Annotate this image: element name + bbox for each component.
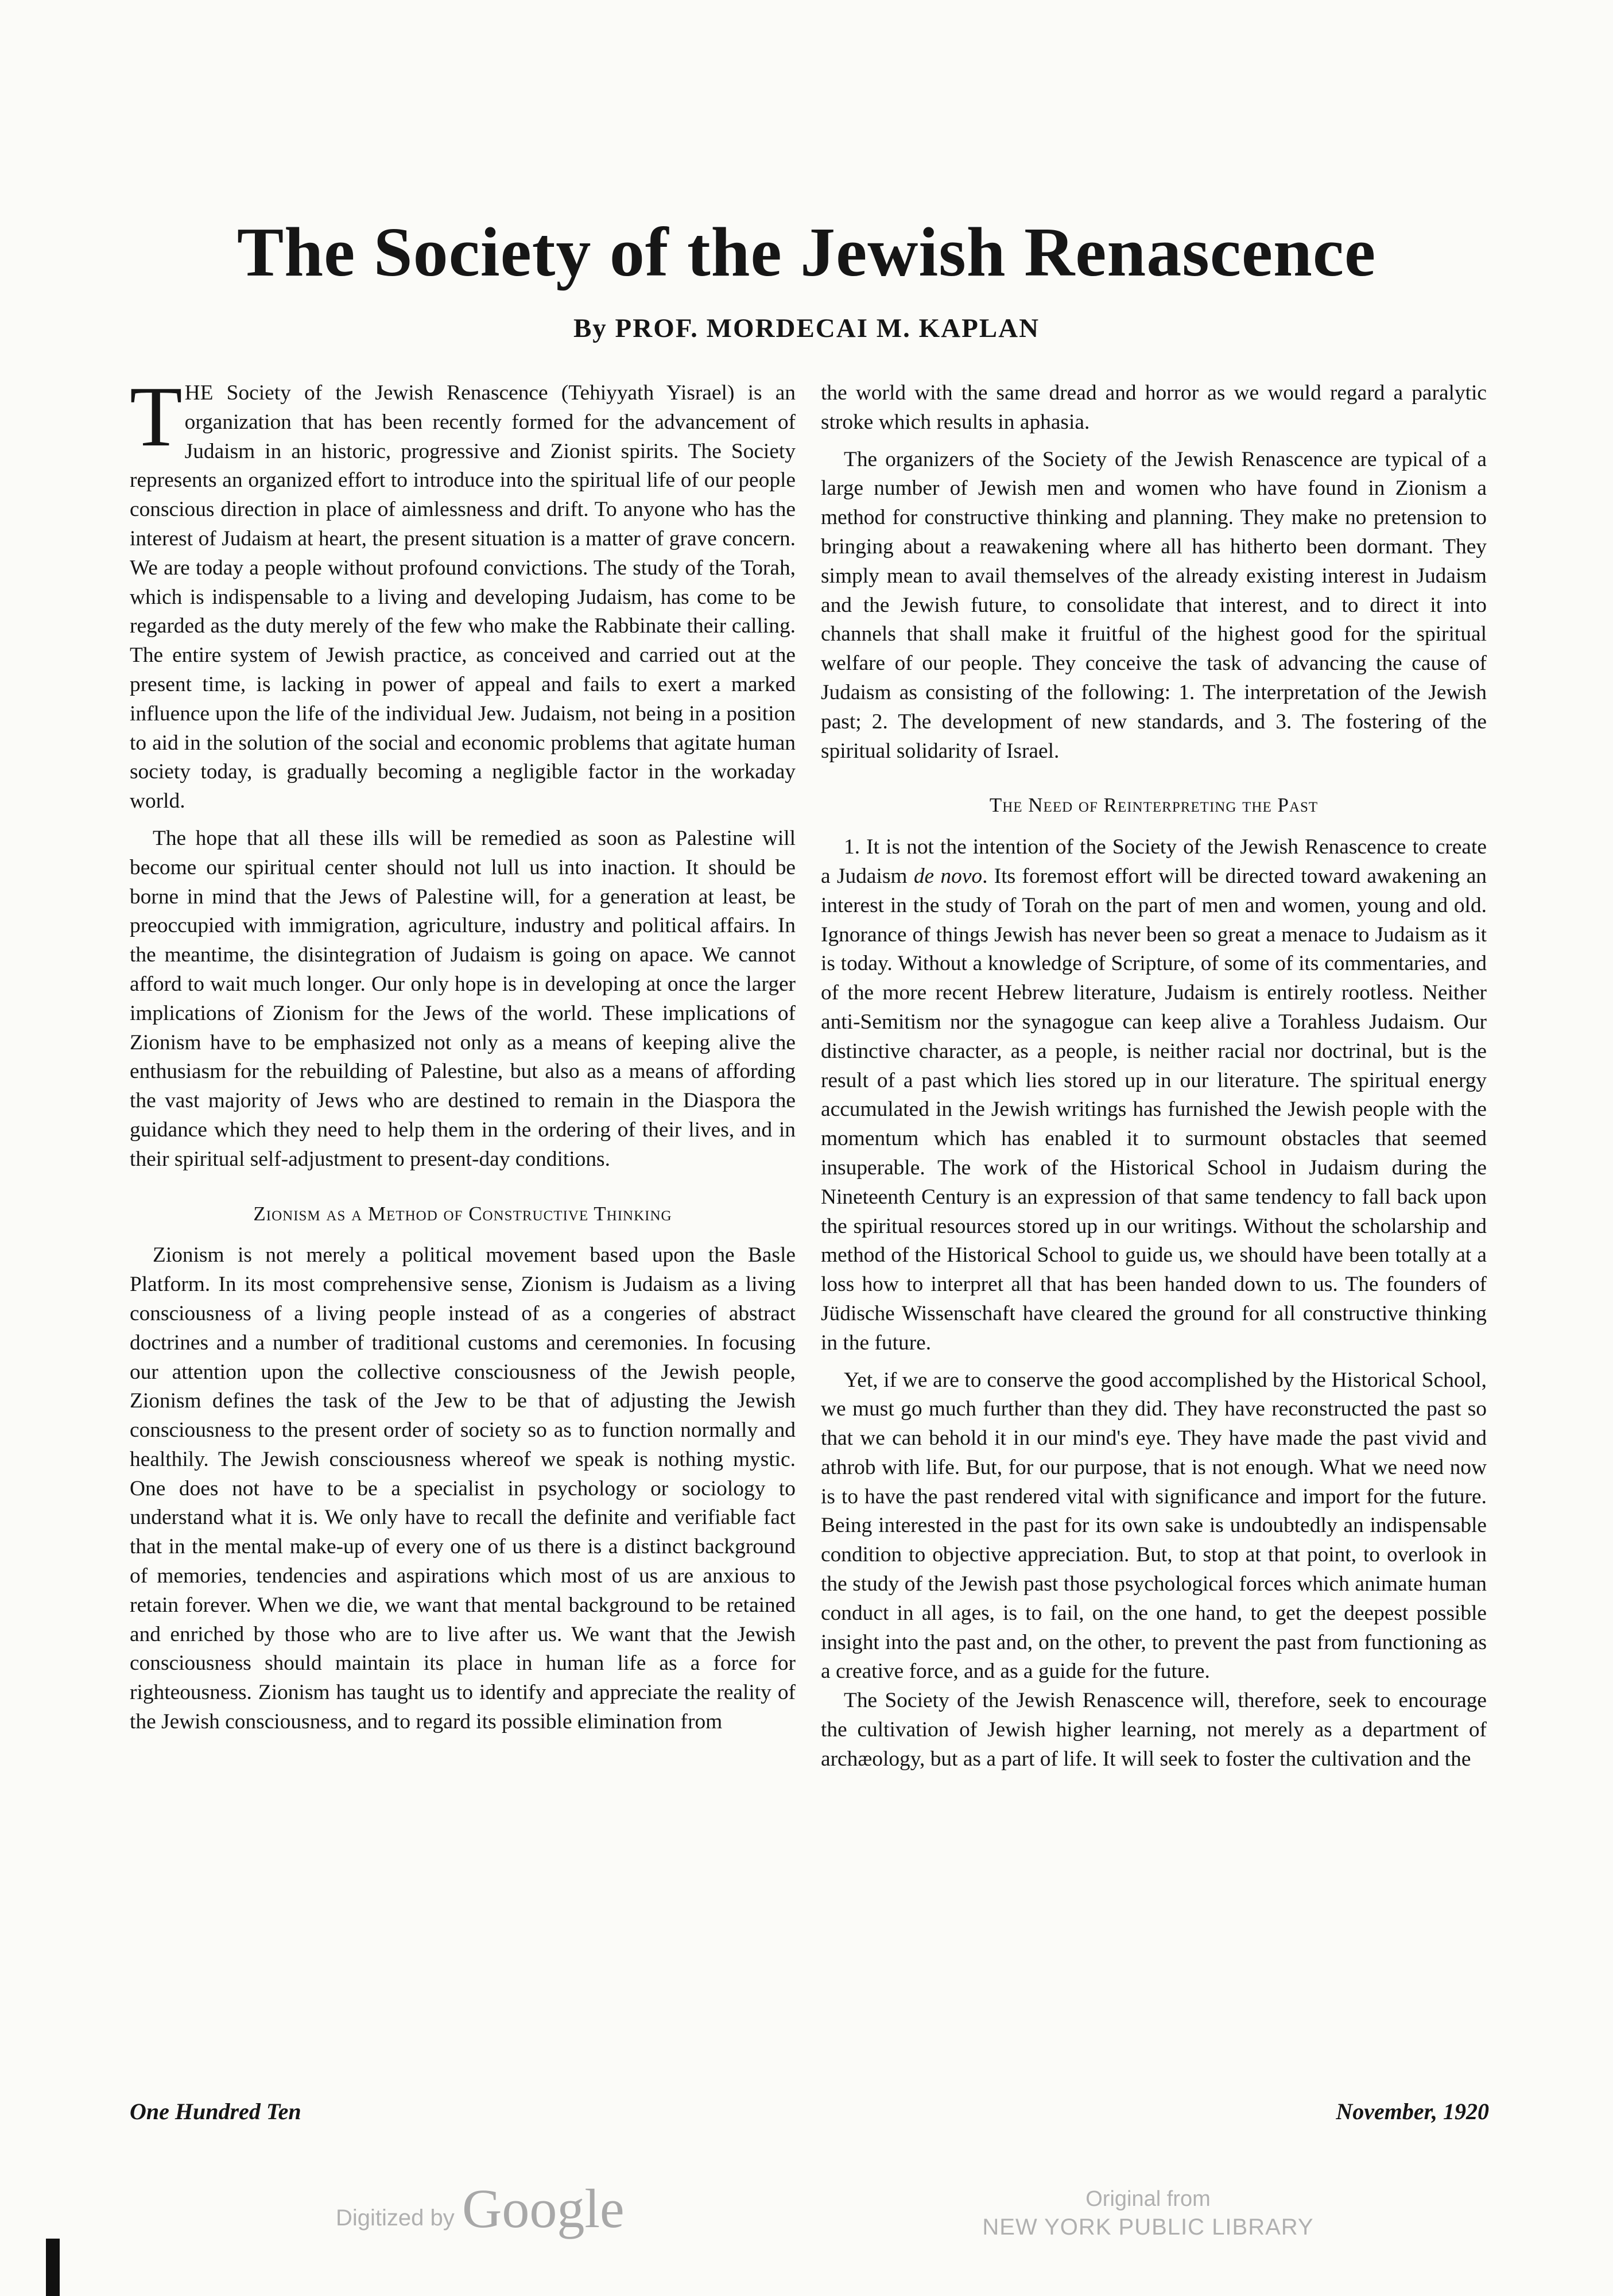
article-byline: By PROF. MORDECAI M. KAPLAN: [573, 313, 1040, 343]
digitized-by-text: Digitized by: [336, 2205, 455, 2231]
scan-edge-mark: [46, 2239, 60, 2296]
paragraph-intention-b: . Its foremost effort will be directed toward awakening an interest in the study of Torah on the part of men and women, young and old. Ignorance of things Jewish has never been so great a menace to Judaism as it is today. Without a knowledge of Scripture, of some of its commentaries, and of the more recent Hebrew literature, Judaism is entirely rootless. Neither anti-Semitism nor the synagogue can keep alive a Torahless Judaism. Our distinctive character, as a people, is neither racial nor doctrinal, but is the result of a past which lies stored up in our literature. The spiritual energy accumulated in the Jewish writings has furnished the Jewish people with the momentum which has enabled it to surmount obstacles that seemed insuperable. The work of the Historical School in Judaism during the Nineteenth Century is an expression of that same tendency to fall back upon the spiritual resources stored up in our writings. Without the scholarship and method of the Historical School to guide us, we should have been totally at a loss how to interpret all that has been handed down to us. The founders of Jüdische Wissenschaft have cleared the ground for all constructive thinking in the future.: [821, 864, 1487, 1355]
google-logo: Google: [462, 2178, 625, 2239]
article-title: The Society of the Jewish Renascence: [236, 214, 1377, 291]
paragraph-intro-text: HE Society of the Jewish Renascence (Tehiyyath Yisrael) is an organization that has been recently formed for the advancement of Judaism in an historic, progressive and Zionist spirits. The Society represents an organized effort to introduce into the spiritual life of our people conscious direction in place of aimlessness and drift. To anyone who has the interest of Judaism at heart, the present situation is a matter of grave concern. We are today a people without profound convictions. The study of the Torah, which is indispensable to a living and developing Judaism, has come to be regarded as the duty merely of the few who make the Rabbinate their calling. The entire system of Jewish practice, as conceived and carried out at the present time, is lacking in power of appeal and fails to exert a marked influence upon the life of the individual Jew. Judaism, not being in a position to aid in the solution of the social and economic problems that agitate human society today, is gradually becoming a negligible factor in the workaday world.: [130, 381, 796, 813]
section-heading-reinterpreting: The Need of Reinterpreting the Past: [989, 794, 1319, 817]
original-from-text: Original from: [1085, 2187, 1211, 2211]
paragraph-zionism: Zionism is not merely a political movement based upon the Basle Platform. In its most comprehensive sense, Zionism is Judaism as a living consciousness of a living people instead of as a congeries of abstract doctrines and a number of traditional customs and ceremonies. In focusing our attention upon the collective consciousness of the Jewish people, Zionism defines the task of the Jew to be that of adjusting the Jewish consciousness to the present order of society so as to function normally and healthily. The Jewish consciousness whereof we speak is nothing mystic. One does not have to be a specialist in psychology or sociology to understand what it is. We only have to recall the definite and verifiable fact that in the mental make-up of every one of us there is a distinct background of memories, tendencies and aspirations which most of us are anxious to retain forever. When we die, we want that mental background to be retained and enriched by those who are to live after us. We want that the Jewish consciousness should maintain its place in human life as a force for righteousness. Zionism has taught us to identify and appreciate the reality of the Jewish consciousness, and to regard its possible elimination from: [130, 1243, 796, 1734]
footer-date: November, 1920: [1336, 2099, 1489, 2124]
paragraph-continued: the world with the same dread and horror as we would regard a paralytic stroke which results in aphasia.: [821, 381, 1487, 434]
left-column: [130, 369, 796, 1737]
paragraph-intention-a: 1. It is not the intention of the Society of the Jewish Renascence to create a Judaism: [821, 835, 1487, 888]
paragraph-organizers: The organizers of the Society of the Jewish Renascence are typical of a large number of Jewish men and women who have found in Zionism a method for constructive thinking and planning. They make no pretension to bringing about a reawakening where all has hitherto been dormant. They simply mean to avail themselves of the already existing interest in Judaism and the Jewish future, to consolidate that interest, and to direct it into channels that shall make it fruitful of the highest good for the spiritual welfare of our people. They conceive the task of advancing the cause of Judaism as consisting of the following: 1. The interpretation of the Jewish past; 2. The development of new standards, and 3. The fostering of the spiritual solidarity of Israel.: [821, 447, 1487, 763]
section-heading-zionism: Zionism as a Method of Constructive Thinking: [253, 1202, 672, 1225]
italic-de-novo: de novo: [913, 864, 983, 888]
right-column: [821, 379, 1487, 1774]
footer-page-label: One Hundred Ten: [130, 2099, 301, 2124]
paragraph-society-will: The Society of the Jewish Renascence will, therefore, seek to encourage the cultivation of Jewish higher learning, not merely as a department of archæology, but as a part of life. It will seek to foster the cultivation and the: [821, 1689, 1487, 1771]
paragraph-intro: [130, 369, 796, 816]
library-name: NEW YORK PUBLIC LIBRARY: [982, 2214, 1314, 2240]
paragraph-historical-school: Yet, if we are to conserve the good accomplished by the Historical School, we must go much further than they did. They have reconstructed the past so that we can behold it in our mind's eye. They have made the past vivid and athrob with life. But, for our purpose, that is not enough. What we need now is to have the past rendered vital with significance and import for the future. Being interested in the past for its own sake is undoubtedly an indispensable condition to objective appreciation. But, to stop at that point, to overlook in the study of the Jewish past those psychological forces which animate human conduct in all ages, is to fail, on the one hand, to get the deepest possible insight into the past and, on the other, to prevent the past from functioning as a creative force, and as a guide for the future.: [821, 1368, 1487, 1684]
paragraph-palestine: The hope that all these ills will be remedied as soon as Palestine will become our spiritual center should not lull us into inaction. It should be borne in mind that the Jews of Palestine will, for a generation at least, be preoccupied with immigration, agriculture, industry and political affairs. In the meantime, the disintegration of Judaism is going on apace. We cannot afford to wait much longer. Our only hope is in developing at once the larger implications of Zionism for the Jews of the world. These implications of Zionism have to be emphasized not only as a means of keeping alive the enthusiasm for the rebuilding of Palestine, but also as a means of affording the vast majority of Jews who are destined to remain in the Diaspora the guidance which they need to help them in the ordering of their lives, and in their spiritual self-adjustment to present-day conditions.: [130, 826, 796, 1171]
paragraph-intention: [821, 833, 1487, 1358]
drop-cap: T: [130, 369, 183, 464]
